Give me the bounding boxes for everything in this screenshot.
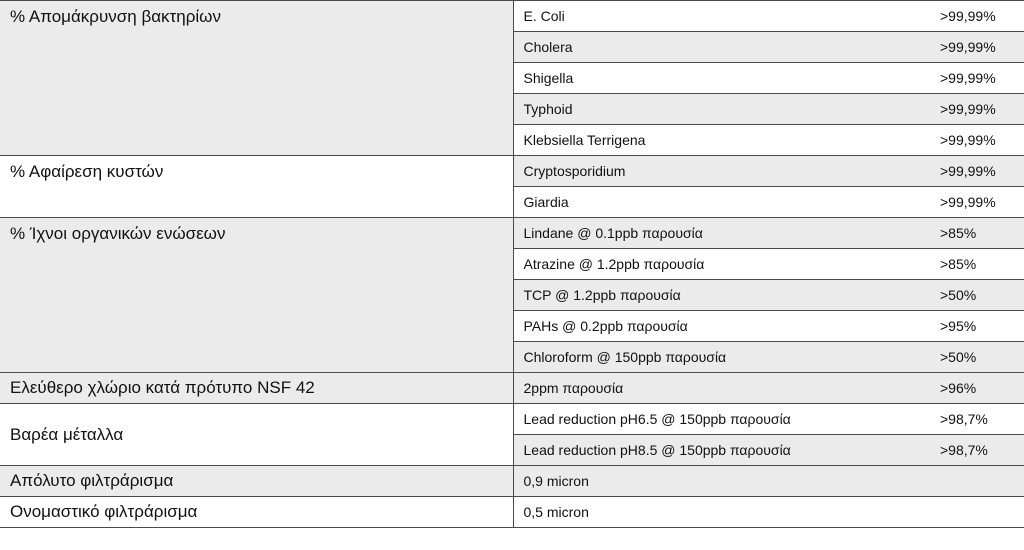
item-value: >98,7% [940, 435, 1024, 466]
item-name: Cryptosporidium [513, 156, 940, 187]
item-name: 2ppm παρουσία [513, 373, 940, 404]
item-name: Lead reduction pH6.5 @ 150ppb παρουσία [513, 404, 940, 435]
item-name: TCP @ 1.2ppb παρουσία [513, 280, 940, 311]
table-row [0, 466, 1024, 497]
table-row [0, 156, 1024, 187]
item-value: >99,99% [940, 156, 1024, 187]
item-name: Giardia [513, 187, 940, 218]
item-name: E. Coli [513, 1, 940, 32]
table-row [0, 1, 1024, 32]
item-value: >99,99% [940, 63, 1024, 94]
item-value: >99,99% [940, 125, 1024, 156]
group-label-chlorine: Ελεύθερο χλώριο κατά πρότυπο NSF 42 [0, 373, 513, 404]
item-value: >99,99% [940, 32, 1024, 63]
item-name: Atrazine @ 1.2ppb παρουσία [513, 249, 940, 280]
item-value: >96% [940, 373, 1024, 404]
group-label-absolute: Απόλυτο φιλτράρισμα [0, 466, 513, 497]
table-row [0, 497, 1024, 528]
item-name: Klebsiella Terrigena [513, 125, 940, 156]
group-label-cysts: % Αφαίρεση κυστών [0, 156, 513, 218]
group-label-nominal: Ονομαστικό φιλτράρισμα [0, 497, 513, 528]
item-value: >50% [940, 342, 1024, 373]
item-value: >85% [940, 218, 1024, 249]
item-name: Lindane @ 0.1ppb παρουσία [513, 218, 940, 249]
group-label-metals: Βαρέα μέταλλα [0, 404, 513, 466]
item-value: >98,7% [940, 404, 1024, 435]
group-label-organics: % Ίχνοι οργανικών ενώσεων [0, 218, 513, 373]
item-value: >99,99% [940, 1, 1024, 32]
item-name: Cholera [513, 32, 940, 63]
item-name: 0,9 micron [513, 466, 940, 497]
item-name: Chloroform @ 150ppb παρουσία [513, 342, 940, 373]
item-value: >85% [940, 249, 1024, 280]
table-row [0, 373, 1024, 404]
item-value: >50% [940, 280, 1024, 311]
item-name: PAHs @ 0.2ppb παρουσία [513, 311, 940, 342]
item-name: Lead reduction pH8.5 @ 150ppb παρουσία [513, 435, 940, 466]
item-value: >95% [940, 311, 1024, 342]
item-name: 0,5 micron [513, 497, 940, 528]
table-row [0, 218, 1024, 249]
item-name: Typhoid [513, 94, 940, 125]
table-row [0, 404, 1024, 435]
item-value: >99,99% [940, 187, 1024, 218]
item-name: Shigella [513, 63, 940, 94]
item-value [940, 497, 1024, 528]
item-value: >99,99% [940, 94, 1024, 125]
item-value [940, 466, 1024, 497]
group-label-bacteria: % Απομάκρυνση βακτηρίων [0, 1, 513, 156]
